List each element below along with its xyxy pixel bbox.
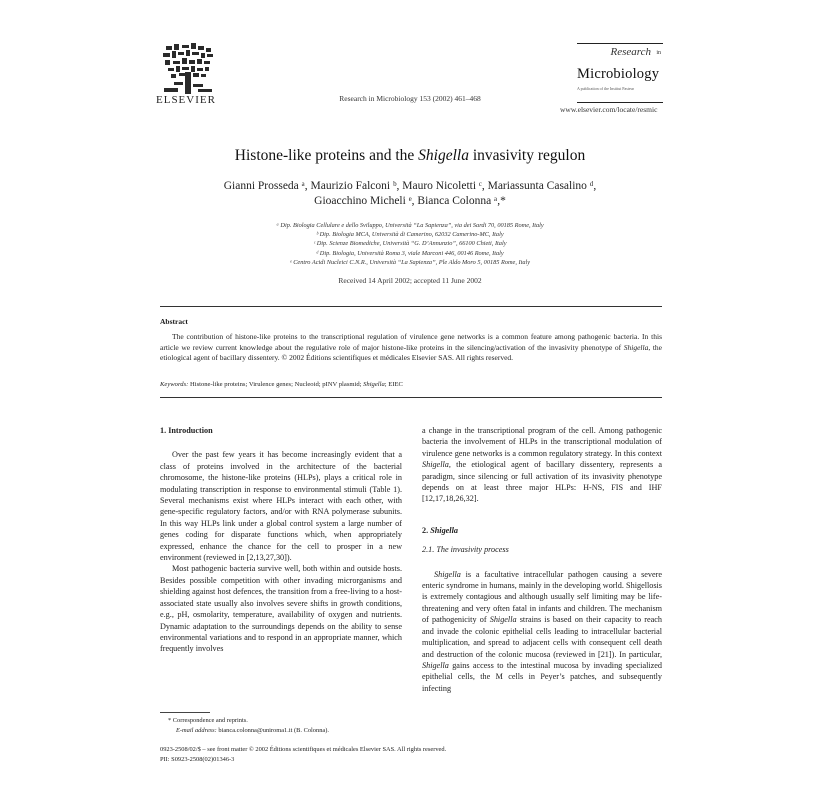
right-column [422,425,662,694]
abstract-part: The contribution of histone-like proteins to the transcriptional regulation of virulence gene networks is a common feature among pathogenic bacteria. In this article we review current knowledge about the regulative role of major histone-like proteins in the silencing/activation of the invasivity phenotype of [160,332,662,352]
footnote-rule [160,712,210,713]
author-list [0,179,820,209]
affiliation-item: ᵃ Dip. Biologia Cellulare e dello Sviluppo, Università “La Sapienza”, via dei Sardi 70, 00185 Rome, Italy [276,222,544,229]
received-dates: Received 14 April 2002; accepted 11 June 2002 [338,276,482,285]
affiliation-item: ᵉ Centro Acidi Nucleici C.N.R., Università “La Sapienza”, Ple Aldo Moro 5, 00185 Rome, Italy [289,258,531,266]
keywords-part: ; EIEC [384,381,403,388]
journal-url[interactable]: www.elsevier.com/locate/resmic [560,105,658,114]
intro-paragraph-1: Over the past few years it has become increasingly evident that a class of proteins involved in the architecture of the bacterial chromosome, the histone-like proteins (HLPs), plays a critical role in modulating transcription in response to environmental stimuli (Table 1). Several mechanisms exist where HLPs interact with each other, with gene-specific regulatory factors, and/or with RNA polymerase subunits. In this way HLPs link under a global control system a large number of genes coding for disparate functions which, when appropriately expressed, enhance the chance for the cell to prosper in a new environment (reviewed in [2,13,27,30]). [160,450,402,563]
affiliation-item: ᶜ Dip. Scienze Biomediche, Università “G. D’Annunzio”, 66100 Chieti, Italy [313,240,507,248]
para-part: gains access to the intestinal mucosa by invading specialized epithelial cells, the M cells in Peyer’s patches, and subsequently infecting [422,660,662,693]
publisher-name: ELSEVIER [156,94,216,106]
para-genus: Shigella [422,460,449,470]
elsevier-tree-icon [160,42,216,94]
divider-bottom [160,397,662,398]
abstract-heading: Abstract [160,317,188,326]
keywords-part: Histone-like proteins; Virulence genes; Nucleoid; pINV plasmid; [188,381,364,388]
footnote [160,716,329,736]
affiliation-item: ᵇ Dip. Biologia MCA, Università di Camerino, 62032 Camerino-MC, Italy [316,231,504,239]
article-title [0,147,820,165]
section-heading-shigella [422,525,662,536]
para-part: , the etiological agent of bacillary dissentery, represents a paradigm, since silencing or full activation of its invasivity phenotype depends on at least three major HLPs: H-NS, FIS and IHF [12,17,18,26,32]. [422,460,662,504]
heading-number: 2. [422,525,431,535]
shigella-paragraph-1 [422,569,662,694]
affiliations [0,221,820,267]
email-label: E-mail address: [176,727,217,734]
journal-logo-microbiology: Microbiology [577,66,660,82]
affiliation-item: ᵈ Dip. Biologia, Università Roma 3, viale Marconi 446, 00146 Rome, Italy [316,249,504,257]
footnote-correspondence: * Correspondence and reprints. [168,717,248,724]
keywords-genus: Shigella [363,381,385,388]
journal-logo-in: in [656,50,661,56]
journal-logo [577,43,663,103]
authors-line: Gianni Prosseda ᵃ, Maurizio Falconi ᵇ, Mauro Nicoletti ᶜ, Mariassunta Casalino ᵈ, [223,180,597,192]
footer-pii: PII: S0923-2508(02)01346-3 [160,756,235,763]
email-address[interactable]: bianca.colonna@uniroma1.it (B. Colonna). [216,727,329,734]
para-part: strains is based on their capacity to reach and invade the colonic epithelial cells leading to intracellular bacterial multiplication, and spread to adjacent cells with consequent cell death and destruction of the colonic mucosa (reviewed in [21]). In particular, [422,615,662,659]
para-genus: Shigella [489,615,517,625]
section-heading-introduction: 1. Introduction [160,426,213,435]
keywords [160,381,662,388]
elsevier-tree-logo [160,42,216,94]
abstract-genus: Shigella [623,342,649,352]
keywords-label: Keywords: [160,381,189,388]
title-part: Histone-like proteins and the [234,147,419,164]
abstract-text [160,332,662,364]
journal-logo-tagline: A publication of the Institut Pasteur [577,86,634,91]
title-part: invasivity regulon [468,147,586,164]
para-genus: Shigella [434,569,461,579]
para-part: is a facultative intracellular pathogen causing a severe enteric syndrome in humans, mainly in the developing world. Shigellosis is extremely contagious and although usually self limiting may be life-threatening and very often fatal in infants and children. The mechanism of pathogenicity of [422,569,662,625]
page-footer [160,745,446,765]
footer-copyright: 0923-2508/02/$ – see front matter © 2002 Éditions scientifiques et médicales Elsevier SAS. All rights reserved. [160,746,447,753]
heading-genus: Shigella [430,525,458,535]
intro-paragraph-2: Most pathogenic bacteria survive well, both within and outside hosts. Besides possible competition with other invading microrganisms and shielding against host defences, the transition from a free-living to a host-associated state usually also involves severe shifts in growth conditions, e.g., pH, osmolarity, temperature, availability of oxygen and nutrients. Dynamic adaptation to the surroundings depends on the ability to sense environmental variations and to respond in an appropriate manner, which frequently involves [160,564,402,654]
abstract-part: , the etiological agent of bacillary dissentery. © 2002 Éditions scientifiques et médicales Elsevier SAS. All rights reserved. [160,342,662,363]
journal-citation: Research in Microbiology 153 (2002) 461–468 [339,94,481,103]
intro-paragraph-3 [422,425,662,505]
divider-top [160,306,662,307]
para-genus: Shigella [422,660,449,670]
footnote-email [160,726,329,736]
para-part: a change in the transcriptional program of the cell. Among pathogenic bacteria the involvement of HLPs in the transcriptional modulation of virulence gene networks is a common regulatory strategy. In this context [422,426,662,458]
journal-logo-research: Research [610,46,651,58]
left-column [160,425,402,655]
title-genus: Shigella [418,147,469,164]
subsection-heading-invasivity: 2.1. The invasivity process [422,545,509,555]
authors-line: Gioacchino Micheli ᵉ, Bianca Colonna ᵃ,* [314,195,506,207]
